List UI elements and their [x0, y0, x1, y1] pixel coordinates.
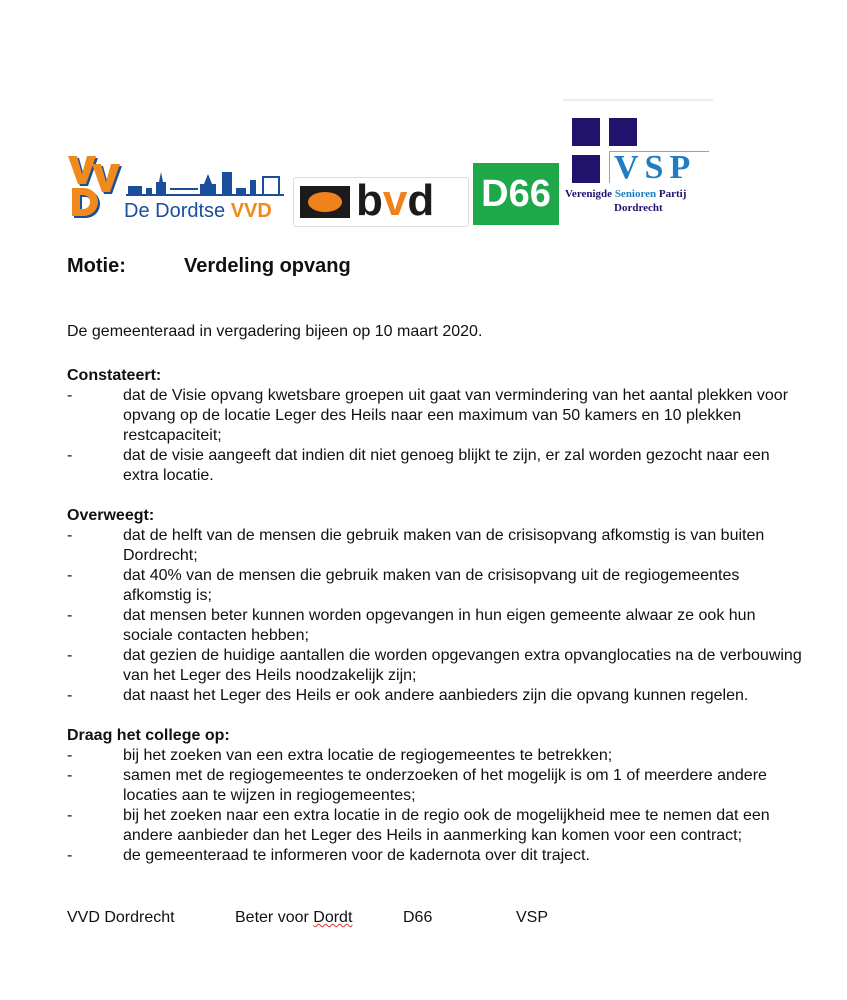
list-item-text: dat naast het Leger des Heils er ook andere aanbieders zijn die opvang kunnen regelen. [123, 687, 749, 704]
bullet-dash: - [67, 647, 73, 664]
vsp-square [609, 118, 637, 146]
list-item [67, 566, 807, 606]
list-item-text: samen met de regiogemeentes te onderzoeken of het mogelijk is om 1 of meerdere andere locaties aan te wijzen in regiogemeentes; [123, 767, 767, 804]
vsp-square [572, 118, 600, 146]
list-item [67, 806, 807, 846]
bullet-dash: - [67, 447, 73, 464]
list-item [67, 606, 807, 646]
intro-text: De gemeenteraad in vergadering bijeen op 10 maart 2020. [67, 323, 483, 340]
bullet-dash: - [67, 387, 73, 404]
signature-beter-voor-dordt [235, 908, 403, 928]
section-draag-het-college-op [67, 726, 807, 866]
vvd-name-prefix: De Dordtse [124, 200, 226, 222]
bullet-dash: - [67, 767, 73, 784]
list-item [67, 446, 807, 486]
bullet-dash: - [67, 847, 73, 864]
list-item-text: dat de Visie opvang kwetsbare groepen uit gaat van vermindering van het aantal plekken voor opvang op de locatie Leger des Heils naar een maximum van 50 kamers en 10 plekken restcapaciteit; [123, 387, 789, 444]
skyline-icon [126, 170, 284, 198]
vsp-top-divider [563, 99, 713, 101]
document-title [67, 254, 807, 278]
section-heading: Draag het college op: [67, 727, 230, 744]
list-item-text: de gemeenteraad te informeren voor de kadernota over dit traject. [123, 847, 590, 864]
list-item [67, 846, 807, 866]
list-item-text: dat mensen beter kunnen worden opgevangen in hun eigen gemeente alwaar ze ook hun sociale contacten hebben; [123, 607, 756, 644]
list-item-text: dat de helft van de mensen die gebruik maken van de crisisopvang afkomstig is van buiten Dordrecht; [123, 527, 765, 564]
bullet-dash: - [67, 687, 73, 704]
title-text: Verdeling opvang [184, 255, 351, 277]
list-item [67, 646, 807, 686]
list-item-text: dat 40% van de mensen die gebruik maken van de crisisopvang uit de regiogemeentes afkomstig is; [123, 567, 740, 604]
list-item [67, 766, 807, 806]
section-constateert [67, 366, 807, 486]
bvd-logo-word [356, 178, 434, 226]
bullet-dash: - [67, 567, 73, 584]
bullet-dash: - [67, 527, 73, 544]
list-item [67, 526, 807, 566]
bullet-dash: - [67, 747, 73, 764]
signature-d66: D66 [403, 909, 433, 926]
signatures [67, 908, 807, 948]
bvd-letter-b: b [356, 177, 383, 225]
title-label: Motie: [67, 255, 126, 277]
vsp-word: Verenigde [565, 188, 613, 200]
vsp-logo-city: Dordrecht [614, 202, 663, 214]
vsp-rule [609, 151, 610, 183]
list-item-text: bij het zoeken van een extra locatie de regiogemeentes te betrekken; [123, 747, 613, 764]
section-heading: Overweegt: [67, 507, 155, 524]
list-item-text: dat de visie aangeeft dat indien dit niet genoeg blijkt te zijn, er zal worden gezocht naar een extra locatie. [123, 447, 770, 484]
bullet-dash: - [67, 807, 73, 824]
vsp-logo-letters: VSP [614, 149, 697, 186]
vvd-name-suffix: VVD [230, 200, 272, 222]
list-item [67, 386, 807, 446]
signature-vsp: VSP [516, 909, 549, 926]
bvd-logo-box [300, 186, 350, 218]
d66-logo: D66 [473, 163, 559, 225]
document-body [67, 254, 807, 948]
bullet-dash: - [67, 607, 73, 624]
vvd-logo-text [124, 199, 272, 223]
vsp-word: Senioren [614, 188, 657, 200]
section-overweegt [67, 506, 807, 706]
spellcheck-underlined-word: Dordt [313, 909, 353, 926]
vsp-word: Partij [658, 188, 687, 200]
bvd-logo [293, 177, 469, 227]
vvd-logo-mark [66, 154, 124, 220]
bvd-letter-v: v [382, 177, 408, 225]
signature-text: Beter voor [235, 909, 309, 926]
list-item-text: bij het zoeken naar een extra locatie in de regio ook de mogelijkheid mee te nemen dat een andere aanbieder dan het Leger des Heils in aanmerking kan komen voor een contract; [123, 807, 770, 844]
logo-band [0, 0, 847, 240]
list-item-text: dat gezien de huidige aantallen die worden opgevangen extra opvanglocaties na de verbouwing van het Leger des Heils noodzakelijk zijn; [123, 647, 802, 684]
list-item [67, 746, 807, 766]
vsp-logo-subtitle [565, 188, 686, 201]
signature-vvd: VVD Dordrecht [67, 909, 175, 926]
bvd-letter-d: d [407, 177, 435, 225]
section-heading: Constateert: [67, 367, 162, 384]
list-item [67, 686, 807, 706]
vsp-square [572, 155, 600, 183]
bvd-logo-dot [308, 192, 342, 212]
